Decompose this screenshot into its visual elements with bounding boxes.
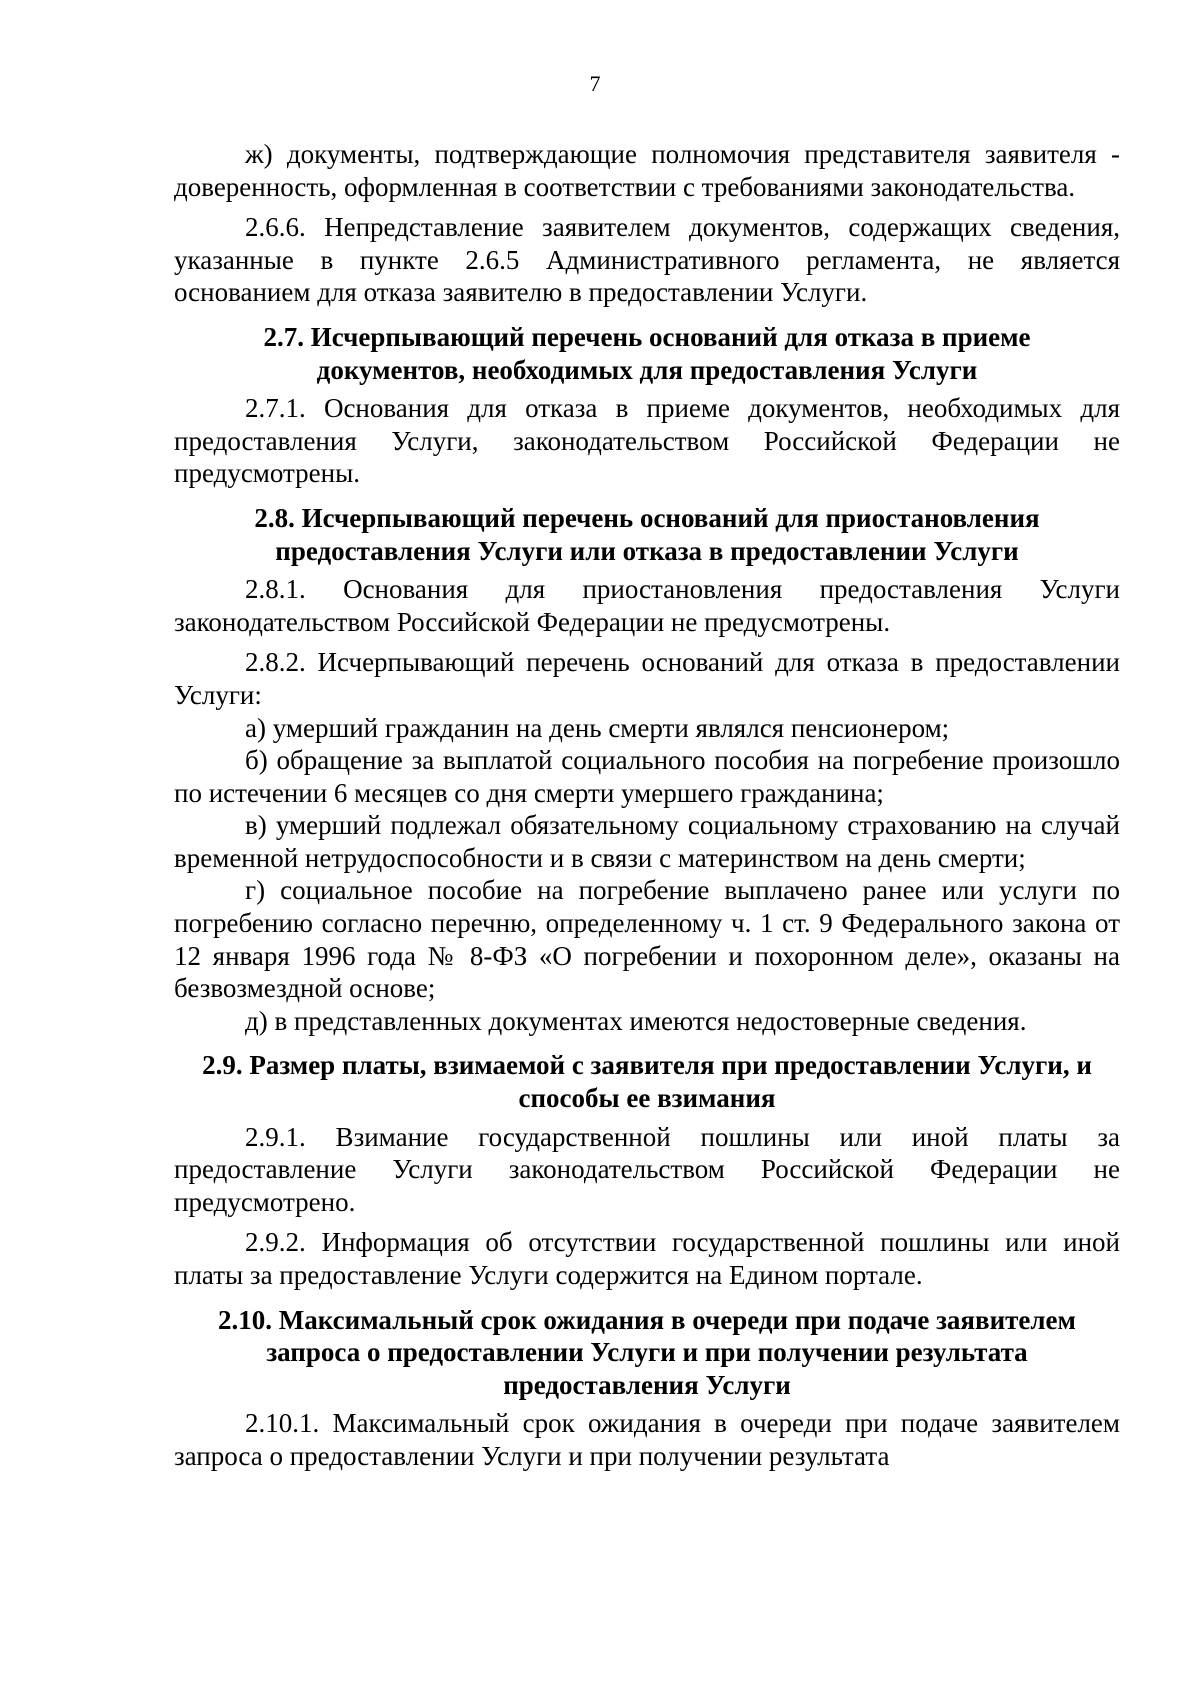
paragraph-2-8-1: 2.8.1. Основания для приостановления предоставления Услуги законодательством Российской Федерации не предусмотрены.	[174, 574, 1120, 637]
section-heading-2-7	[174, 321, 1120, 386]
paragraph-2-9-2: 2.9.2. Информация об отсутствии государственной пошлины или иной платы за предоставление Услуги содержится на Едином портале.	[174, 1227, 1120, 1290]
list-item-a: а) умерший гражданин на день смерти являлся пенсионером;	[245, 712, 950, 743]
heading-line: 2.8. Исчерпывающий перечень оснований для приостановления	[254, 502, 1040, 533]
section-heading-2-9	[174, 1049, 1120, 1114]
page-number: 7	[589, 71, 601, 96]
heading-line: 2.9. Размер платы, взимаемой с заявителя при предоставлении Услуги, и	[202, 1050, 1092, 1081]
document-body	[174, 138, 1120, 1473]
section-heading-2-8	[174, 502, 1120, 567]
list-item-b: б) обращение за выплатой социального пособия на погребение произошло по истечении 6 месяцев со дня смерти умершего гражданина;	[174, 745, 1120, 808]
list-item-d: д) в представленных документах имеются недостоверные сведения.	[245, 1005, 1027, 1036]
heading-line: документов, необходимых для предоставления Услуги	[316, 354, 978, 385]
paragraph-2-9-1: 2.9.1. Взимание государственной пошлины или иной платы за предоставление Услуги законодательством Российской Федерации не предусмотрено.	[174, 1121, 1120, 1217]
paragraph-2-6-6: 2.6.6. Непредставление заявителем документов, содержащих сведения, указанные в пункте 2.6.5 Административного регламента, не является основанием для отказа заявителю в предоставлении Услуги.	[174, 212, 1120, 308]
heading-line: 2.7. Исчерпывающий перечень оснований для отказа в приеме	[263, 321, 1031, 352]
list-item-g: г) социальное пособие на погребение выплачено ранее или услуги по погребению согласно перечню, определенному ч. 1 ст. 9 Федерального закона от 12 января 1996 года № 8-ФЗ «О погребении и похоронном деле», оказаны на безвозмездной основе;	[174, 875, 1120, 1004]
heading-line: 2.10. Максимальный срок ожидания в очереди при подаче заявителем	[218, 1304, 1076, 1335]
paragraph-2-8-2: 2.8.2. Исчерпывающий перечень оснований для отказа в предоставлении Услуги:	[174, 647, 1120, 710]
paragraph-2-10-1: 2.10.1. Максимальный срок ожидания в очереди при подаче заявителем запроса о предоставлении Услуги и при получении результата	[174, 1408, 1120, 1471]
heading-line: предоставления Услуги	[503, 1369, 791, 1400]
list-item-v: в) умерший подлежал обязательному социальному страхованию на случай временной нетрудоспособности и в связи с материнством на день смерти;	[174, 810, 1120, 873]
heading-line: способы ее взимания	[518, 1083, 776, 1114]
heading-line: запроса о предоставлении Услуги и при получении результата	[266, 1337, 1028, 1368]
section-heading-2-10	[174, 1304, 1120, 1402]
paragraph-zh-power-of-attorney: ж) документы, подтверждающие полномочия представителя заявителя - доверенность, оформленная в соответствии с требованиями законодательства.	[174, 139, 1120, 202]
paragraph-2-7-1: 2.7.1. Основания для отказа в приеме документов, необходимых для предоставления Услуги, законодательством Российской Федерации не предусмотрены.	[174, 393, 1120, 489]
heading-line: предоставления Услуги или отказа в предоставлении Услуги	[275, 535, 1019, 566]
